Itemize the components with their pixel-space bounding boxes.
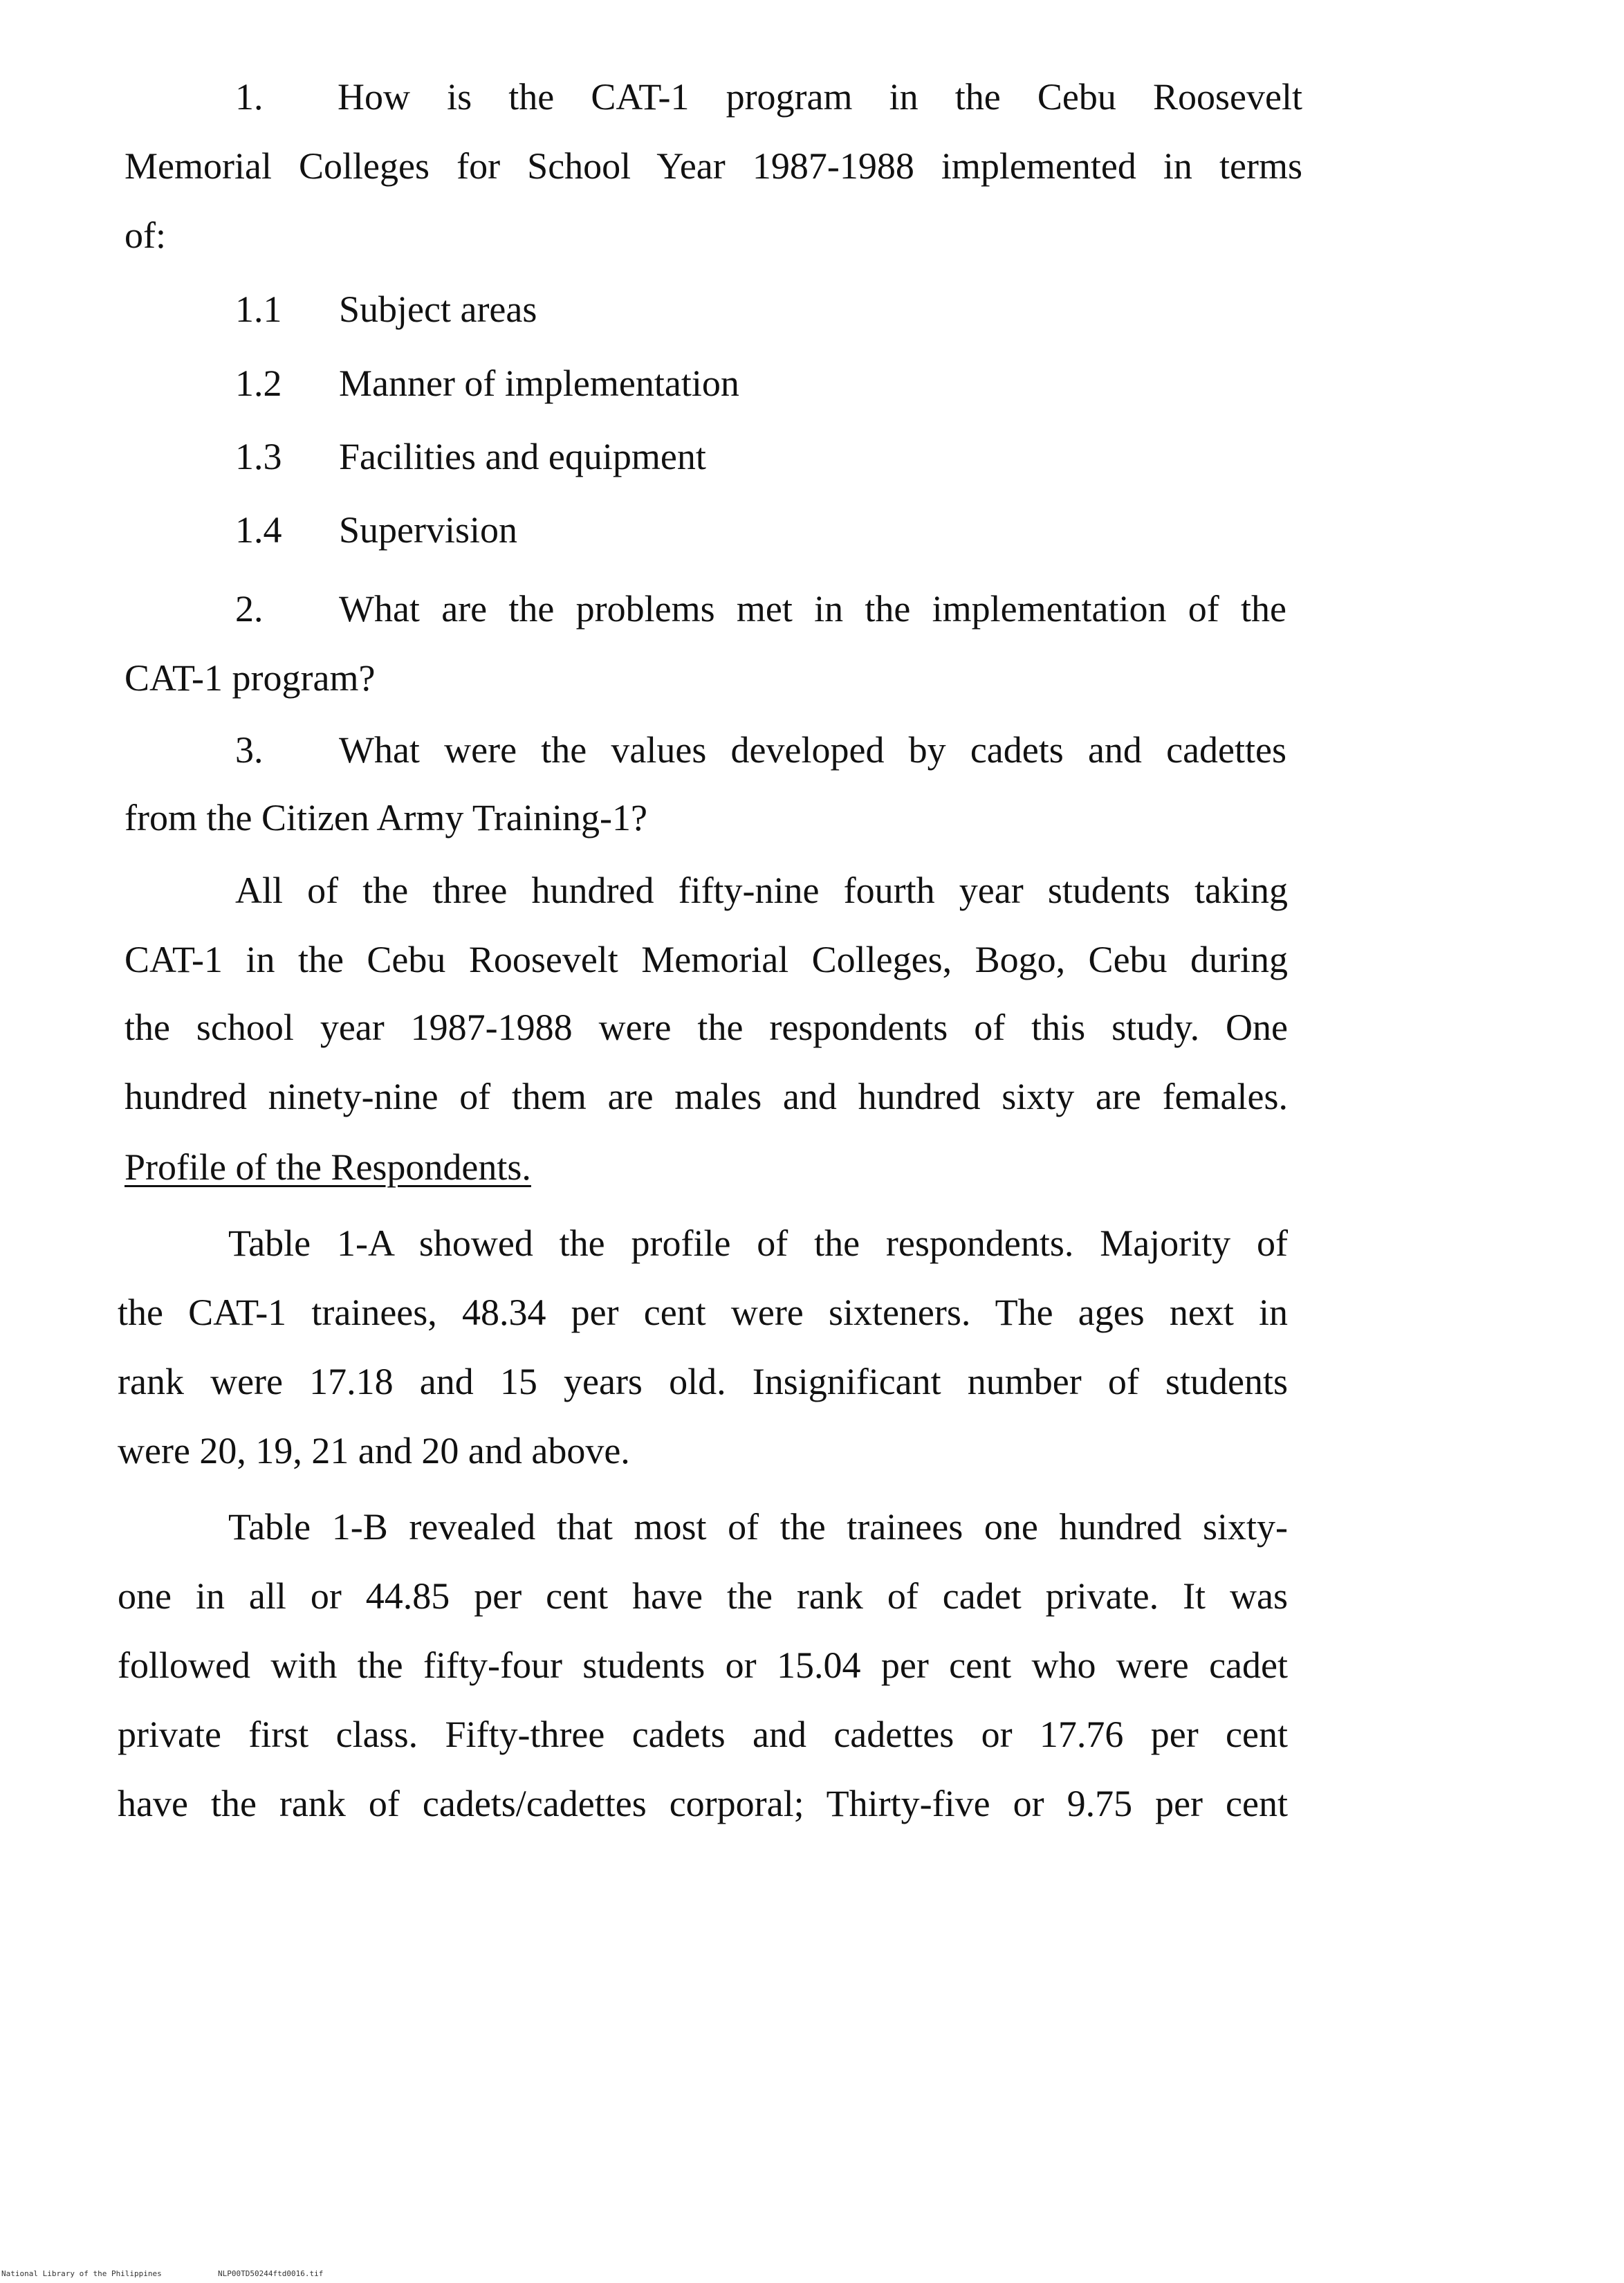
table-1b-paragraph-line-4: private first class. Fifty-three cadets and cadettes or 17.76 per cent (118, 1714, 1288, 1755)
footer-file-name: NLP00TD50244ftd0016.tif (218, 2269, 324, 2278)
question-2-line-2: CAT-1 program? (124, 657, 376, 699)
question-1-line-1: How is the CAT-1 program in the Cebu Roosevelt (338, 76, 1302, 118)
subitem-1-1-label: Subject areas (339, 288, 537, 330)
respondents-paragraph-line-2: CAT-1 in the Cebu Roosevelt Memorial Colleges, Bogo, Cebu during (124, 939, 1288, 980)
table-1b-paragraph-line-5: have the rank of cadets/cadettes corporal; Thirty-five or 9.75 per cent (118, 1783, 1288, 1824)
question-3-line-2: from the Citizen Army Training-1? (124, 797, 647, 838)
subitem-1-4-number: 1.4 (235, 509, 282, 551)
table-1b-paragraph-line-3: followed with the fifty-four students or 15.04 per cent who were cadet (118, 1644, 1288, 1686)
question-1-line-2: Memorial Colleges for School Year 1987-1988 implemented in terms (124, 145, 1302, 187)
question-1-line-3: of: (124, 214, 166, 256)
question-3-number: 3. (235, 729, 264, 771)
subitem-1-3-number: 1.3 (235, 436, 282, 477)
question-1-number: 1. (235, 76, 264, 118)
table-1b-paragraph-line-2: one in all or 44.85 per cent have the rank of cadet private. It was (118, 1575, 1288, 1617)
subitem-1-2-number: 1.2 (235, 363, 282, 404)
subitem-1-1-number: 1.1 (235, 288, 282, 330)
table-1a-paragraph-line-3: rank were 17.18 and 15 years old. Insignificant number of students (118, 1361, 1288, 1402)
footer-library-name: National Library of the Philippines (1, 2269, 162, 2278)
respondents-paragraph-line-4: hundred ninety-nine of them are males and hundred sixty are females. (124, 1076, 1288, 1117)
table-1a-paragraph-line-2: the CAT-1 trainees, 48.34 per cent were sixteners. The ages next in (118, 1292, 1288, 1333)
question-2-line-1: What are the problems met in the implementation of the (339, 588, 1286, 630)
respondents-paragraph-line-1: All of the three hundred fifty-nine fourth year students taking (235, 870, 1288, 911)
subitem-1-2-label: Manner of implementation (339, 363, 739, 404)
table-1a-paragraph-line-4: were 20, 19, 21 and 20 and above. (118, 1430, 630, 1471)
table-1b-paragraph-line-1: Table 1-B revealed that most of the trainees one hundred sixty- (228, 1506, 1288, 1548)
subitem-1-4-label: Supervision (339, 509, 518, 551)
table-1a-paragraph-line-1: Table 1-A showed the profile of the respondents. Majority of (228, 1222, 1288, 1264)
section-heading-profile: Profile of the Respondents. (124, 1146, 531, 1188)
subitem-1-3-label: Facilities and equipment (339, 436, 706, 477)
question-2-number: 2. (235, 588, 264, 630)
question-3-line-1: What were the values developed by cadets and cadettes (339, 729, 1286, 771)
respondents-paragraph-line-3: the school year 1987-1988 were the respondents of this study. One (124, 1007, 1288, 1048)
